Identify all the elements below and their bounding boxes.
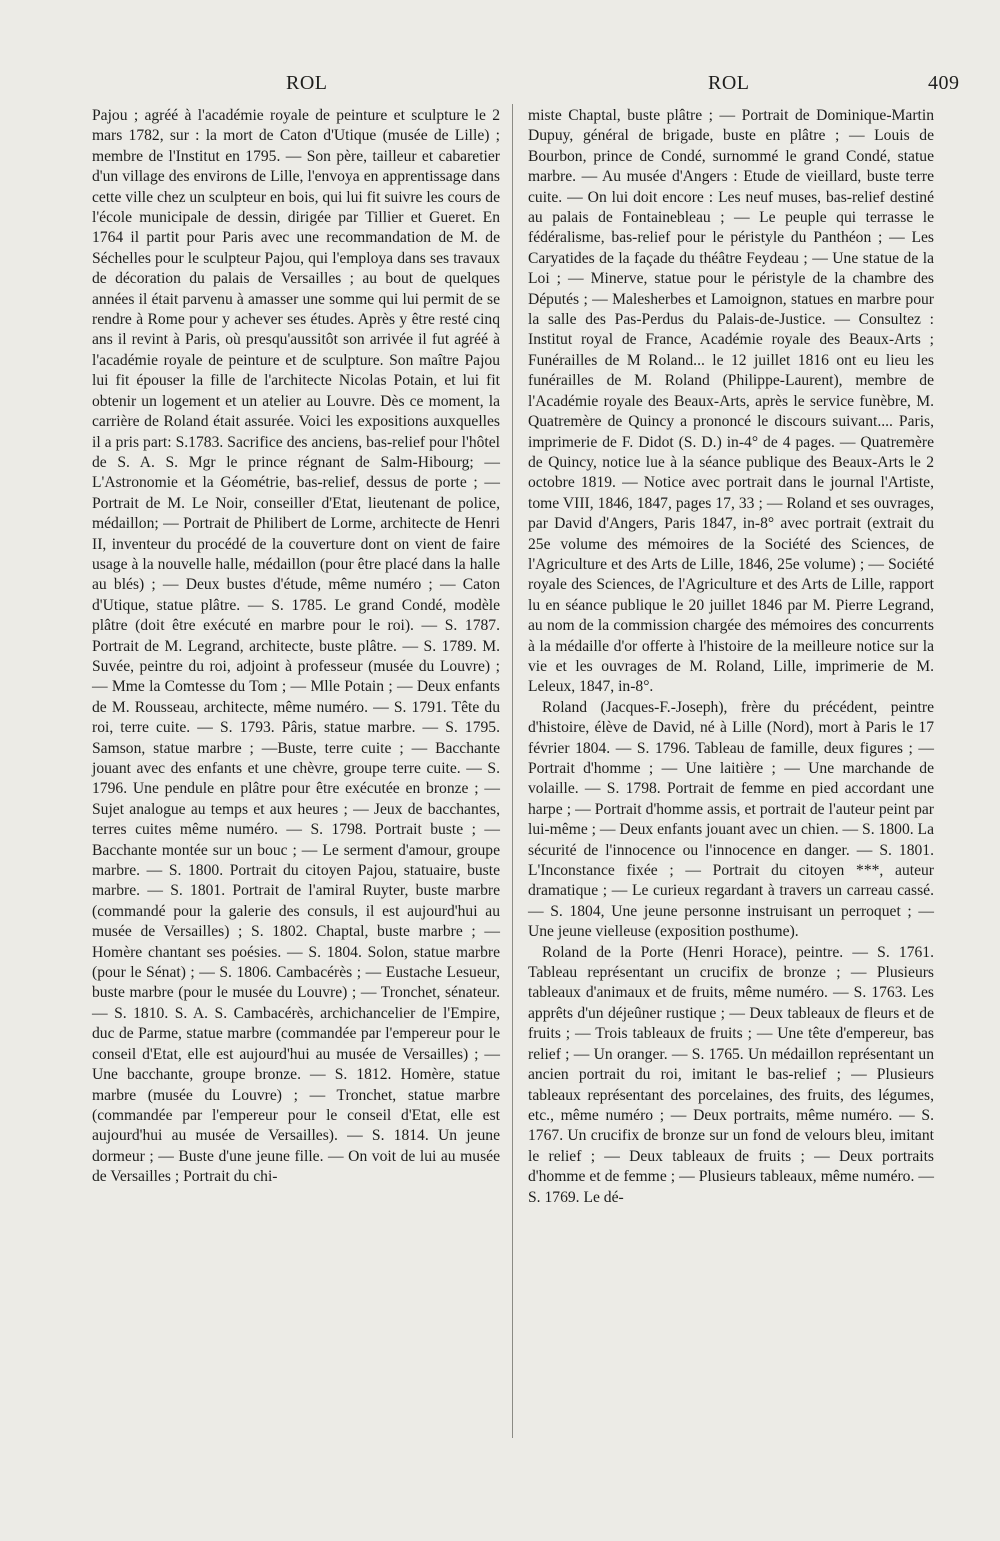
column-divider (512, 104, 513, 1438)
entry-roland-jacques: Roland (Jacques-F.-Joseph), frère du précédent, peintre d'histoire, élève de David, né à Lille (Nord), mort à Paris le 17 février 1804. — S. 1796. Tableau de famille, deux figures ; — Portrait d'homme ; — Une laitière ; — Une marchande de volaille. — S. 1798. Portrait de femme en pied accordant une harpe ; — Portrait d'homme assis, et portrait de l'auteur peint par lui-même ; — Deux enfants jouant avec un chien. — S. 1800. La sécurité de l'innocence ou l'innocence en danger. — S. 1801. L'Inconstance fixée ; — Portrait du citoyen ***, auteur dramatique ; — Le curieux regardant à travers un carreau cassé. — S. 1804, Une jeune personne instruisant un perroquet ; — Une jeune vielleuse (exposition posthume). (528, 698, 934, 941)
page-number: 409 (928, 72, 960, 94)
running-head-right: ROL (708, 72, 750, 94)
running-head-left: ROL (286, 72, 328, 94)
left-column (92, 106, 500, 1188)
left-column-paragraph: Pajou ; agréé à l'académie royale de peinture et sculpture le 2 mars 1782, sur : la mort de Caton d'Utique (musée de Lille) ; membre de l'Institut en 1795. — Son père, tailleur et cabaretier d'un village des environs de Lille, l'envoya en apprentissage dans cette ville chez un sculpteur en bois, qui lui fit suivre les cours de l'école municipale de dessin, dirigée par Tillier et Gueret. En 1764 il partit pour Paris avec une recommandation de M. de Séchelles pour le sculpteur Pajou, qui l'employa dans ses travaux de décoration du palais de Versailles ; au bout de quelques années il était parvenu à amasser une somme qui lui permit de se rendre à Rome pour y achever ses études. Après y être resté cinq ans il revint à Paris, où presqu'aussitôt son arrivée il fut agréé à l'académie royale de peinture et de sculpture. Son maître Pajou lui fit épouser la fille de l'architecte Nicolas Potain, et lui fit obtenir un logement et un atelier au Louvre. Dès ce moment, la carrière de Roland était assurée. Voici les expositions auxquelles il a pris part: S.1783. Sacrifice des anciens, bas-relief pour l'hôtel de S. A. S. Mgr le prince régnant de Salm-Hibourg; — L'Astronomie et la Géométrie, bas-relief, dessus de porte ; — Portrait de M. Le Noir, conseiller d'Etat, lieutenant de police, médaillon; — Portrait de Philibert de Lorme, architecte de Henri II, inventeur du procédé de la couverture dont on vient de faire usage à la nouvelle halle, médaillon (pour être placé dans la halle au blés) ; — Deux bustes d'étude, même numéro ; — Caton d'Utique, statue plâtre. — S. 1785. Le grand Condé, modèle plâtre (doit être exécuté en marbre pour le roi). — S. 1787. Portrait de M. Legrand, architecte, buste plâtre. — S. 1789. M. Suvée, peintre du roi, adjoint à professeur (musée du Louvre) ; — Mme la Comtesse du Tom ; — Mlle Potain ; — Deux enfants de M. Rousseau, architecte, même numéro. — S. 1791. Tête du roi, terre cuite. — S. 1793. Pâris, statue marbre. — S. 1795. Samson, statue marbre ; —Buste, terre cuite ; — Bacchante jouant avec des enfants et une chèvre, groupe terre cuite. — S. 1796. Une pendule en plâtre pour être exécutée en bronze ; — Sujet analogue au temps et aux heures ; — Jeux de bacchantes, terres cuites même numéro. — S. 1798. Portrait buste ; — Bacchante montée sur un bouc ; — Le serment d'amour, groupe marbre. — S. 1800. Portrait du citoyen Pajou, statuaire, buste marbre. — S. 1801. Portrait de l'amiral Ruyter, buste marbre (commandé pour la galerie des consuls, il est aujourd'hui au musée de Versailles) ; S. 1802. Chaptal, buste marbre ; — Homère chantant ses poésies. — S. 1804. Solon, statue marbre (pour le Sénat) ; — S. 1806. Cambacérès ; — Eustache Lesueur, buste marbre (pour le musée du Louvre) ; — Tronchet, sénateur. — S. 1810. S. A. S. Cambacérès, archichancelier de l'Empire, duc de Parme, statue marbre (commandée par l'empereur pour le conseil d'Etat, elle est aujourd'hui au musée de Versailles) ; — Une bacchante, groupe bronze. — S. 1812. Homère, statue marbre (musée du Louvre) ; — Tronchet, statue marbre (commandée par l'empereur pour le conseil d'Etat, elle est aujourd'hui au musée de Versailles). — S. 1814. Un jeune dormeur ; — Buste d'une jeune fille. — On voit de lui au musée de Versailles ; Portrait du chi- (92, 107, 500, 1186)
entry-roland-de-la-porte: Roland de la Porte (Henri Horace), peintre. — S. 1761. Tableau représentant un crucifix de bronze ; — Plusieurs tableaux d'animaux et de fruits, même numéro. — S. 1763. Les apprêts d'un déjeûner rustique ; — Deux tableaux de fleurs et de fruits ; — Trois tableaux de fruits ; — Une tête d'empereur, bas relief ; — Un oranger. — S. 1765. Un médaillon représentant un ancien portrait du roi, imitant le bas-relief ; — Plusieurs tableaux représentant des porcelaines, des fruits, des légumes, etc., même numéro ; — Deux portraits, même numéro. — S. 1767. Un crucifix de bronze sur un fond de velours bleu, imitant le relief ; — Deux tableaux de fruits ; — Deux portraits d'homme et de femme ; — Plusieurs tableaux, même numéro. — S. 1769. Le dé- (528, 943, 934, 1206)
right-column (528, 106, 934, 1208)
right-column-paragraph-continuation: miste Chaptal, buste plâtre ; — Portrait de Dominique-Martin Dupuy, général de brigade, buste en plâtre ; — Louis de Bourbon, prince de Condé, surnommé le grand Condé, statue marbre. — Au musée d'Angers : Etude de vieillard, buste terre cuite. — On lui doit encore : Les neuf muses, bas-relief destiné au palais de Fontainebleau ; — Le peuple qui terrasse le fédéralisme, bas-relief pour le péristyle du Panthéon ; — Les Caryatides de la façade du théâtre Feydeau ; — Une statue de la Loi ; — Minerve, statue pour le péristyle de la chambre des Députés ; — Malesherbes et Lamoignon, statues en marbre pour la salle des Pas-Perdus du Palais-de-Justice. — Consultez : Institut royal de France, Académie royale des Beaux-Arts ; Funérailles de M Roland... le 12 juillet 1816 ont eu lieu les funérailles de M. Roland (Philippe-Laurent), membre de l'Académie royale des Beaux-Arts, après le service funèbre, M. Quatremère de Quincy a prononcé le discours suivant.... Paris, imprimerie de F. Didot (S. D.) in-4° de 4 pages. — Quatremère de Quincy, notice lue à la séance publique des Beaux-Arts le 2 octobre 1819. — Notice avec portrait dans le journal l'Artiste, tome VIII, 1846, 1847, pages 17, 33 ; — Roland et ses ouvrages, par David d'Angers, Paris 1847, in-8° avec portrait (extrait du 25e volume des mémoires de la Société des Sciences, de l'Agriculture et des Arts de Lille, 1846, 25e volume) ; — Société royale des Sciences, de l'Agriculture et des Arts de Lille, rapport lu en séance publique le 20 juillet 1846 par M. Pierre Legrand, au nom de la commission chargée des mémoires des concurrents à la médaille d'or offerte à l'histoire de la meilleure notice sur la vie et les ouvrages de M. Roland, Lille, imprimerie de M. Leleux, 1847, in-8°. (528, 107, 934, 696)
